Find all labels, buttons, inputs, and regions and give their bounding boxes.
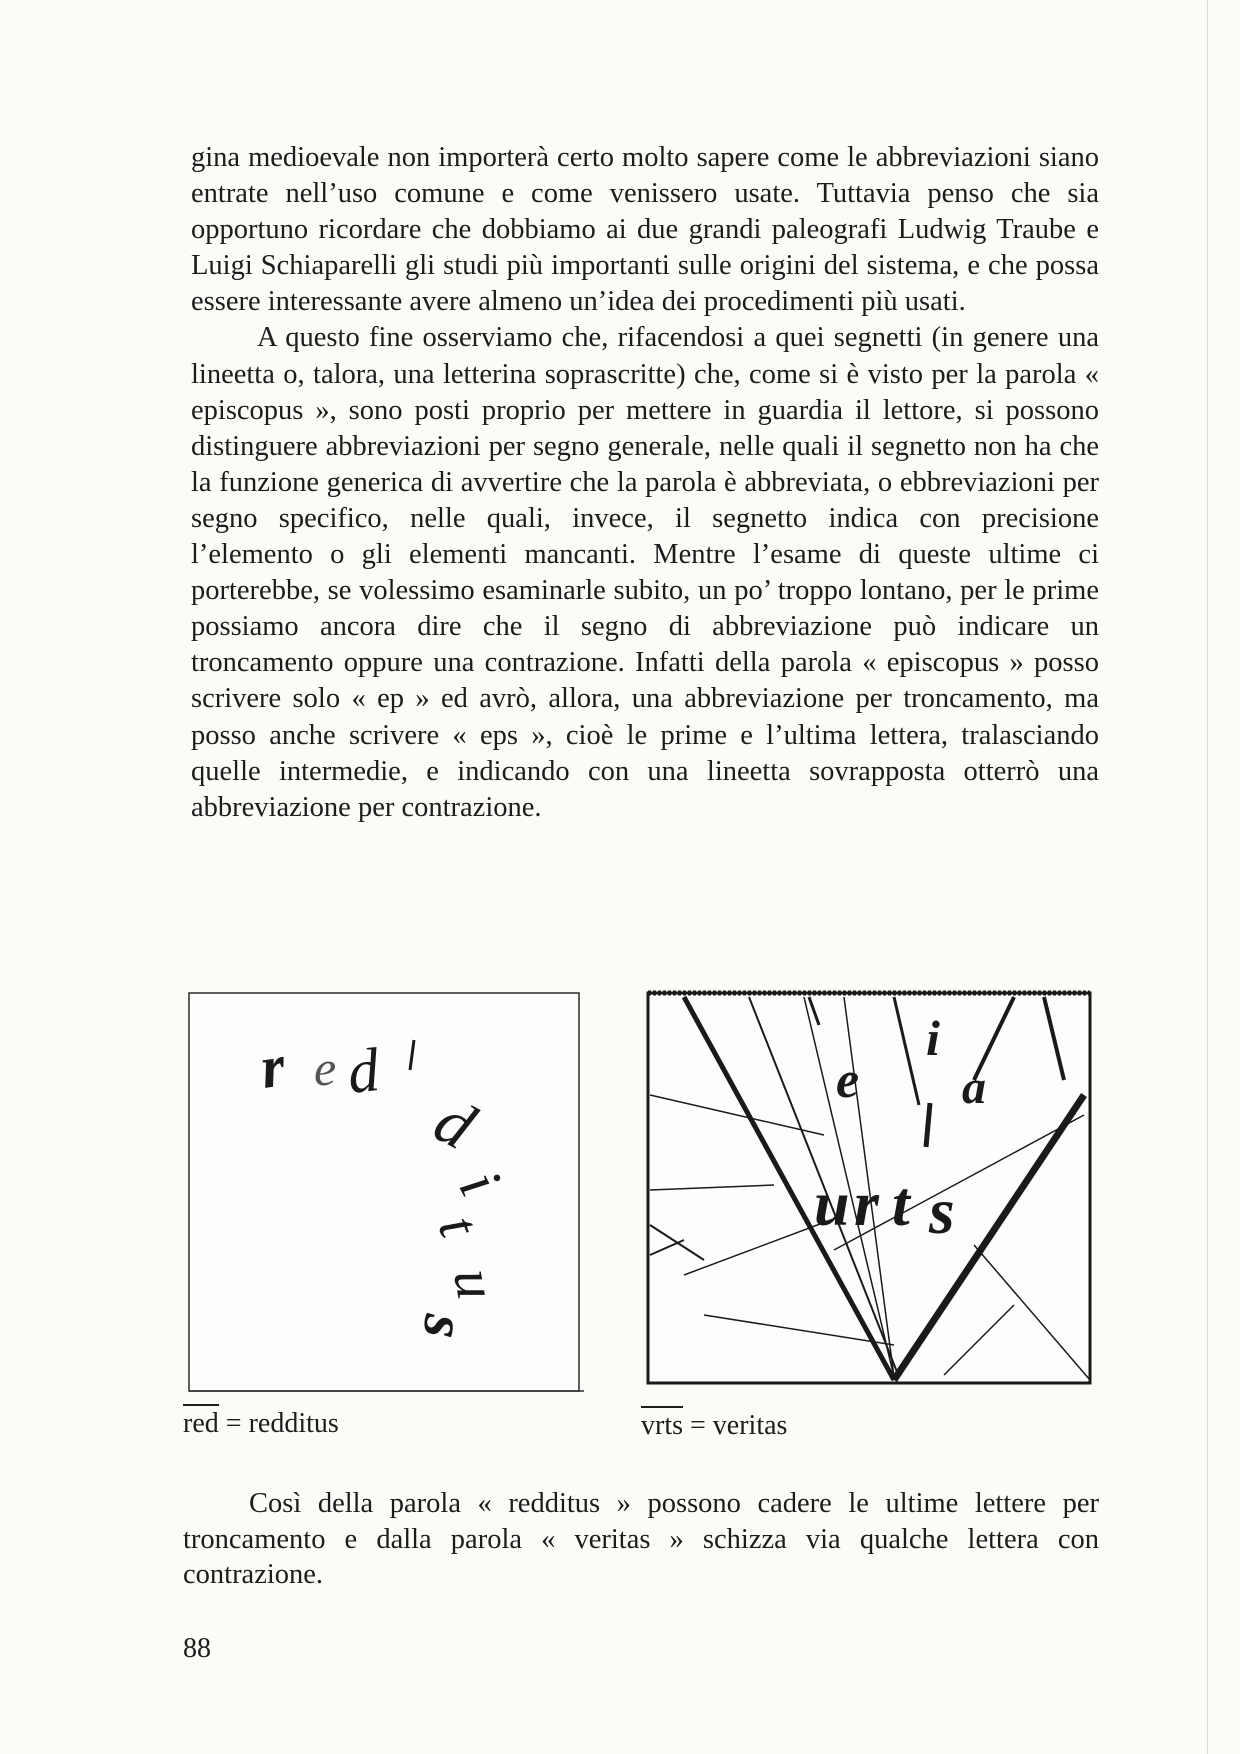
figure-veritas xyxy=(644,985,1098,1401)
paragraph-1: gina medioevale non importerà certo molto sapere come le abbreviazioni siano entrate nell’uso comune e come venissero usate. Tuttavia penso che sia opportuno ricordare che dobbiamo ai due grandi paleografi Ludwig Traube e Luigi Schiaparelli gli studi più importanti sulle origini del sistema, e che possa essere interessante avere almeno un’idea dei procedimenti più usati. xyxy=(191,142,1099,318)
caption-redditus xyxy=(183,1408,339,1440)
full-word-redditus: redditus xyxy=(248,1408,339,1439)
caption-veritas xyxy=(641,1410,787,1442)
abbreviation-vrts: vrts xyxy=(641,1410,683,1441)
page-edge-line xyxy=(1207,0,1208,1754)
glyph-a: a xyxy=(962,1061,986,1114)
glyph-t: t xyxy=(892,1168,910,1239)
glyph-r: r xyxy=(256,1032,289,1101)
abbreviation-red: red xyxy=(183,1408,219,1439)
glyph-s: s xyxy=(410,1311,479,1342)
full-word-veritas: veritas xyxy=(712,1410,788,1441)
figure-redditus xyxy=(186,985,584,1401)
paragraph-3: Così della parola « redditus » possono cadere le ultime lettere per troncamento e dalla parola « veritas » schizza via qualche lettera con contrazione. xyxy=(183,1488,1099,1590)
page-number: 88 xyxy=(183,1633,211,1664)
paragraph-2: A questo fine osserviamo che, rifacendosi a quei segnetti (in genere una lineetta o, talora, una letterina soprascritte) che, come si è visto per la parola « episcopus », sono posti proprio per mettere in guardia il lettore, si possono distinguere abbreviazioni per segno generale, nelle quali il segnetto non ha che la funzione generica di avvertire che la parola è abbreviata, o ebbreviazioni per segno specifico, nelle quali, invece, il segnetto indica con precisione l’elemento o gli elementi mancanti. Mentre l’esame di queste ultime ci porterebbe, se volessimo esaminarle subito, un po’ troppo lontano, per le prime possiamo ancora dire che il segno di abbreviazione può indicare un troncamento oppure una contrazione. Infatti della parola « episcopus » posso scrivere solo « ep » ed avrò, allora, una abbreviazione per troncamento, ma posso anche scrivere « eps », cioè le prime e l’ultima lettera, tralasciando quelle intermedie, e indicando con una lineetta sovrapposta otterrò una abbreviazione per contrazione. xyxy=(191,322,1099,823)
equals-sign: = xyxy=(690,1410,706,1441)
glyph-e: e xyxy=(836,1052,860,1109)
veritas-illustration xyxy=(644,985,1098,1401)
glyph-r: r xyxy=(854,1168,879,1239)
glyph-s: s xyxy=(929,1175,955,1248)
glyph-i: i xyxy=(445,1159,514,1207)
main-text xyxy=(191,140,1099,826)
glyph-u: u xyxy=(441,1263,511,1304)
equals-sign: = xyxy=(225,1408,242,1439)
redditus-illustration xyxy=(186,985,584,1401)
glyph-i: i xyxy=(926,1010,940,1066)
glyph-t: t xyxy=(425,1207,493,1245)
glyph-e: e xyxy=(314,1040,337,1096)
glyph-u: u xyxy=(814,1168,850,1239)
glyph-d: d xyxy=(344,1036,383,1107)
glyph-d2: d xyxy=(422,1083,487,1164)
